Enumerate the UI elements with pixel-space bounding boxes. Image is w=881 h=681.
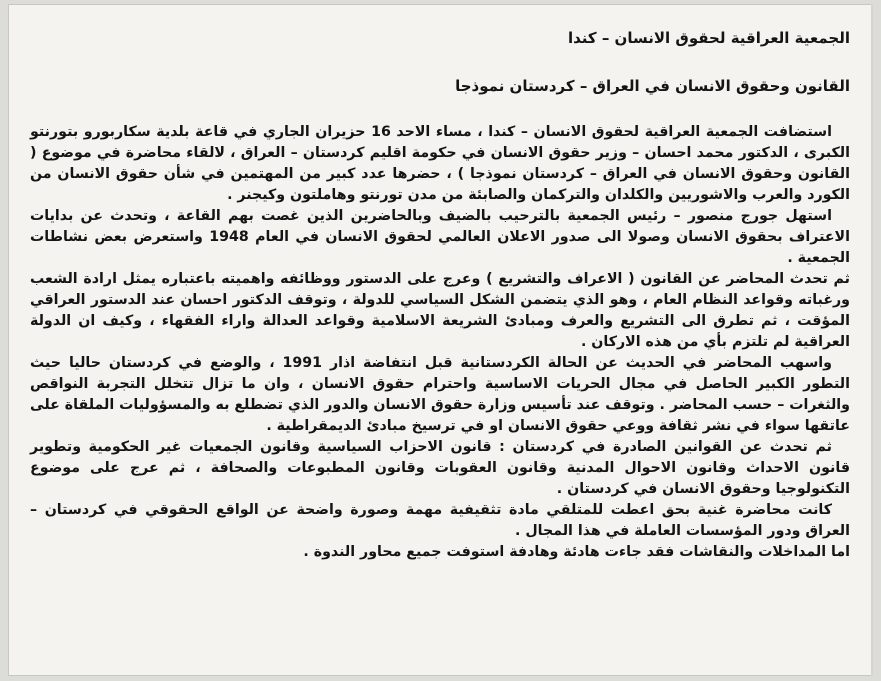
paragraph-welcome: استهل جورج منصور – رئيس الجمعية بالترحيب بالضيف وبالحاضرين الذين غصت بهم القاعة ، وتحدث عن بدايات الاعتراف بحقوق الانسان وصولا الى صدور الاعلان العالمي لحقوق الانسان في العام 1948 واستعرض بعض نشاطات الجمعية . xyxy=(30,208,850,266)
paragraph-lecture-summary: كانت محاضرة غنية بحق اعطت للمتلقي مادة تثقيفية مهمة وصورة واضحة عن الواقع الحقوقي في كردستان – العراق ودور المؤسسات العاملة في هذا المجال . xyxy=(30,502,850,539)
scanned-page xyxy=(8,4,873,676)
paragraph-discussion: اما المداخلات والنقاشات فقد جاءت هادئة وهادفة استوفت جميع محاور الندوة . xyxy=(303,544,850,560)
scan-edge xyxy=(871,4,873,676)
document-title: الجمعية العراقية لحقوق الانسان – كندا xyxy=(567,29,850,47)
document-subtitle: القانون وحقوق الانسان في العراق – كردستان نموذجا xyxy=(455,77,850,95)
document-page xyxy=(30,4,850,676)
document-body xyxy=(30,122,850,563)
paragraph-intro: استضافت الجمعية العراقية لحقوق الانسان – كندا ، مساء الاحد 16 حزيران الجاري في قاعة بلدية سكاربورو بتورنتو الكبرى ، الدكتور محمد احسان – وزير حقوق الانسان في حكومة اقليم كردستان – العراق ، لالقاء محاضرة في موضوع ( القانون وحقوق الانسان في العراق – كردستان نموذجا ) ، حضرها عدد كبير من المهتمين في شأن حقوق الانسان من الكورد والعرب والاشوريين والكلدان والتركمان والصابئة من مدن تورنتو وهاملتون وكيجنر . xyxy=(30,124,850,203)
paragraph-laws-issued: ثم تحدث عن القوانين الصادرة في كردستان : قانون الاحزاب السياسية وقانون الجمعيات غير الحكومية وتطوير قانون الاحداث وقانون الاحوال المدنية وقانون العقوبات وقانون المطبوعات والصحافة ، ثم عرج على موضوع التكنولوجيا وحقوق الانسان في كردستان . xyxy=(30,439,850,497)
paragraph-law-constitution: ثم تحدث المحاضر عن القانون ( الاعراف والتشريع ) وعرج على الدستور ووظائفه واهميته باعتباره يمثل ارادة الشعب ورغباته وقواعد النظام العام ، وهو الذي يتضمن الشكل السياسي للدولة ، وتوقف الدكتور احسان عند الدستور العراقي المؤقت ، ثم تطرق الى التشريع والعرف ومبادئ الشريعة الاسلامية وقواعد العدالة واراء الفقهاء ، وكيف ان الدولة العراقية لم تلتزم بأي من هذه الاركان . xyxy=(30,271,850,350)
paragraph-kurdistan-situation: واسهب المحاضر في الحديث عن الحالة الكردستانية قبل انتفاضة اذار 1991 ، والوضع في كردستان حاليا حيث التطور الكبير الحاصل في مجال الحريات الاساسية واحترام حقوق الانسان ، وان ما تزال تتخلل التجربة النواقص والثغرات – حسب المحاضر . وتوقف عند تأسيس وزارة حقوق الانسان والدور الذي تضطلع به والمسؤوليات الملقاة على عاتقها سواء في نشر ثقافة ووعي حقوق الانسان او في ترسيخ مبادئ الديمقراطية . xyxy=(30,355,850,434)
